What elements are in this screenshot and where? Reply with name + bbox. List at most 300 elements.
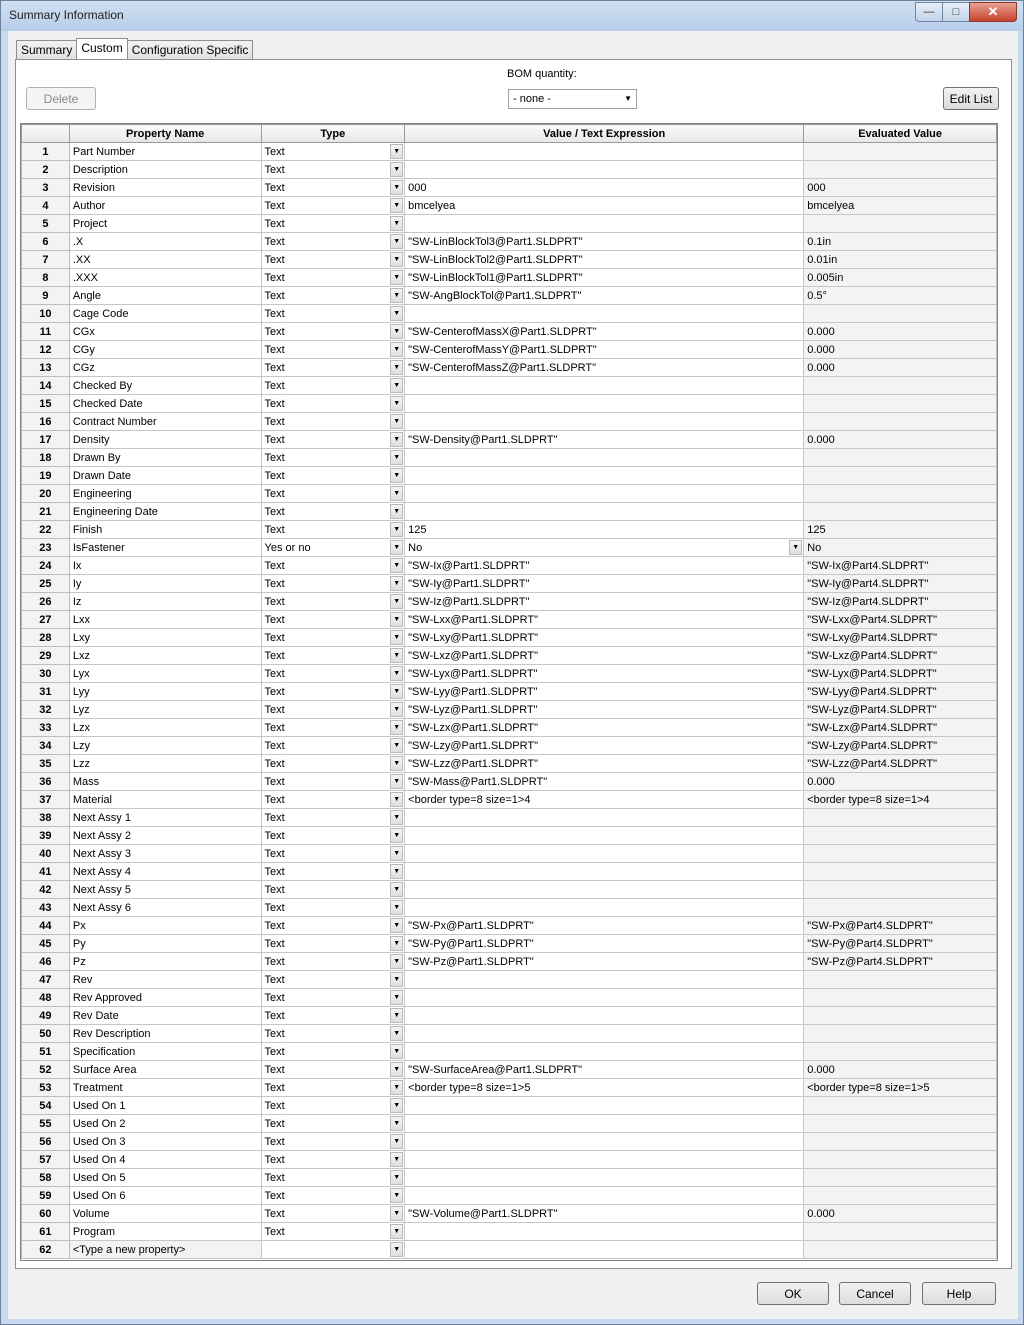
type-cell[interactable] xyxy=(261,701,405,719)
property-name-cell[interactable]: Pz xyxy=(69,953,261,971)
property-name-cell[interactable]: Contract Number xyxy=(69,413,261,431)
chevron-down-icon[interactable]: ▼ xyxy=(390,450,403,465)
table-row[interactable] xyxy=(22,1223,997,1241)
value-cell[interactable] xyxy=(405,1205,804,1223)
chevron-down-icon[interactable]: ▼ xyxy=(390,180,403,195)
table-row[interactable] xyxy=(22,557,997,575)
value-cell[interactable] xyxy=(405,1007,804,1025)
type-cell[interactable] xyxy=(261,377,405,395)
edit-list-button[interactable] xyxy=(943,87,999,110)
value-cell[interactable] xyxy=(405,1097,804,1115)
cancel-button[interactable]: Cancel xyxy=(839,1282,911,1305)
property-name-cell[interactable]: Used On 2 xyxy=(69,1115,261,1133)
type-cell[interactable] xyxy=(261,1133,405,1151)
chevron-down-icon[interactable]: ▼ xyxy=(390,1206,403,1221)
value-cell[interactable] xyxy=(405,647,804,665)
bom-quantity-select[interactable] xyxy=(508,89,637,109)
type-cell[interactable] xyxy=(261,359,405,377)
type-cell[interactable] xyxy=(261,1097,405,1115)
table-row[interactable] xyxy=(22,341,997,359)
value-cell[interactable] xyxy=(405,791,804,809)
type-cell[interactable] xyxy=(261,917,405,935)
type-cell[interactable] xyxy=(261,233,405,251)
row-number[interactable]: 17 xyxy=(22,431,70,449)
property-name-cell[interactable]: Program xyxy=(69,1223,261,1241)
row-number[interactable]: 28 xyxy=(22,629,70,647)
row-number[interactable]: 20 xyxy=(22,485,70,503)
chevron-down-icon[interactable]: ▼ xyxy=(390,540,403,555)
value-cell[interactable] xyxy=(405,881,804,899)
type-cell[interactable] xyxy=(261,1187,405,1205)
table-row[interactable] xyxy=(22,827,997,845)
value-cell[interactable] xyxy=(405,827,804,845)
table-row[interactable] xyxy=(22,755,997,773)
value-cell[interactable] xyxy=(405,863,804,881)
chevron-down-icon[interactable]: ▼ xyxy=(390,1224,403,1239)
type-cell[interactable] xyxy=(261,395,405,413)
row-number[interactable]: 40 xyxy=(22,845,70,863)
type-cell[interactable] xyxy=(261,161,405,179)
help-button[interactable]: Help xyxy=(922,1282,996,1305)
value-cell[interactable] xyxy=(405,755,804,773)
value-cell[interactable] xyxy=(405,575,804,593)
type-cell[interactable] xyxy=(261,737,405,755)
chevron-down-icon[interactable]: ▼ xyxy=(390,378,403,393)
chevron-down-icon[interactable]: ▼ xyxy=(390,684,403,699)
chevron-down-icon[interactable]: ▼ xyxy=(390,576,403,591)
chevron-down-icon[interactable]: ▼ xyxy=(390,432,403,447)
type-cell[interactable] xyxy=(261,1007,405,1025)
property-name-cell[interactable]: .XXX xyxy=(69,269,261,287)
property-name-cell[interactable]: Density xyxy=(69,431,261,449)
table-row[interactable] xyxy=(22,665,997,683)
chevron-down-icon[interactable]: ▼ xyxy=(390,954,403,969)
property-name-cell[interactable]: Rev Date xyxy=(69,1007,261,1025)
table-row[interactable] xyxy=(22,1169,997,1187)
value-cell[interactable] xyxy=(405,449,804,467)
row-number[interactable]: 43 xyxy=(22,899,70,917)
title-bar[interactable] xyxy=(1,1,1023,31)
property-name-cell[interactable]: Lxx xyxy=(69,611,261,629)
property-name-cell[interactable]: Revision xyxy=(69,179,261,197)
table-row[interactable] xyxy=(22,1241,997,1259)
type-cell[interactable] xyxy=(261,1241,405,1259)
type-cell[interactable] xyxy=(261,251,405,269)
type-cell[interactable] xyxy=(261,179,405,197)
row-number[interactable]: 57 xyxy=(22,1151,70,1169)
value-cell[interactable] xyxy=(405,917,804,935)
table-row[interactable] xyxy=(22,503,997,521)
property-name-cell[interactable]: Description xyxy=(69,161,261,179)
value-cell[interactable] xyxy=(405,899,804,917)
table-row[interactable] xyxy=(22,143,997,161)
value-cell[interactable] xyxy=(405,737,804,755)
type-cell[interactable] xyxy=(261,1025,405,1043)
row-number[interactable]: 39 xyxy=(22,827,70,845)
table-row[interactable] xyxy=(22,1205,997,1223)
row-number[interactable]: 37 xyxy=(22,791,70,809)
close-icon[interactable]: ✕ xyxy=(969,2,1017,22)
property-name-cell[interactable]: Lyz xyxy=(69,701,261,719)
property-name-cell[interactable]: Next Assy 3 xyxy=(69,845,261,863)
row-number[interactable]: 12 xyxy=(22,341,70,359)
type-cell[interactable] xyxy=(261,845,405,863)
table-row[interactable] xyxy=(22,323,997,341)
value-cell[interactable] xyxy=(405,719,804,737)
value-cell[interactable] xyxy=(405,557,804,575)
property-name-cell[interactable]: Cage Code xyxy=(69,305,261,323)
row-number[interactable]: 35 xyxy=(22,755,70,773)
table-row[interactable] xyxy=(22,1187,997,1205)
row-number[interactable]: 14 xyxy=(22,377,70,395)
property-name-cell[interactable]: Engineering xyxy=(69,485,261,503)
type-cell[interactable] xyxy=(261,197,405,215)
type-cell[interactable] xyxy=(261,521,405,539)
table-row[interactable] xyxy=(22,935,997,953)
chevron-down-icon[interactable]: ▼ xyxy=(390,774,403,789)
value-cell[interactable] xyxy=(405,611,804,629)
table-row[interactable] xyxy=(22,683,997,701)
row-number[interactable]: 15 xyxy=(22,395,70,413)
type-cell[interactable] xyxy=(261,557,405,575)
type-cell[interactable] xyxy=(261,899,405,917)
row-number[interactable]: 13 xyxy=(22,359,70,377)
table-row[interactable] xyxy=(22,485,997,503)
chevron-down-icon[interactable]: ▼ xyxy=(390,1062,403,1077)
value-cell[interactable] xyxy=(405,1187,804,1205)
value-cell[interactable] xyxy=(405,1223,804,1241)
row-number[interactable]: 50 xyxy=(22,1025,70,1043)
value-cell[interactable] xyxy=(405,431,804,449)
chevron-down-icon[interactable]: ▼ xyxy=(390,414,403,429)
property-name-cell[interactable]: Lxy xyxy=(69,629,261,647)
table-row[interactable] xyxy=(22,1025,997,1043)
property-name-cell[interactable]: CGx xyxy=(69,323,261,341)
property-name-cell[interactable]: <Type a new property> xyxy=(69,1241,261,1259)
delete-button[interactable]: Delete xyxy=(26,87,96,110)
row-number[interactable]: 1 xyxy=(22,143,70,161)
row-number[interactable]: 51 xyxy=(22,1043,70,1061)
value-cell[interactable] xyxy=(405,683,804,701)
value-cell[interactable] xyxy=(405,953,804,971)
table-row[interactable] xyxy=(22,647,997,665)
row-number[interactable]: 26 xyxy=(22,593,70,611)
table-row[interactable] xyxy=(22,269,997,287)
chevron-down-icon[interactable]: ▼ xyxy=(390,630,403,645)
type-cell[interactable] xyxy=(261,1043,405,1061)
type-cell[interactable] xyxy=(261,971,405,989)
chevron-down-icon[interactable]: ▼ xyxy=(390,396,403,411)
table-row[interactable] xyxy=(22,611,997,629)
row-number[interactable]: 19 xyxy=(22,467,70,485)
chevron-down-icon[interactable]: ▼ xyxy=(390,522,403,537)
tab-configuration-specific[interactable]: Configuration Specific xyxy=(127,40,254,59)
value-cell[interactable] xyxy=(405,323,804,341)
row-number[interactable]: 44 xyxy=(22,917,70,935)
row-number[interactable]: 16 xyxy=(22,413,70,431)
chevron-down-icon[interactable]: ▼ xyxy=(390,756,403,771)
property-name-cell[interactable]: Checked Date xyxy=(69,395,261,413)
table-row[interactable] xyxy=(22,467,997,485)
column-header-type[interactable]: Type xyxy=(261,125,405,143)
property-name-cell[interactable]: Ix xyxy=(69,557,261,575)
table-row[interactable] xyxy=(22,179,997,197)
property-name-cell[interactable]: Used On 4 xyxy=(69,1151,261,1169)
row-number[interactable]: 55 xyxy=(22,1115,70,1133)
property-name-cell[interactable]: Mass xyxy=(69,773,261,791)
chevron-down-icon[interactable]: ▼ xyxy=(390,594,403,609)
property-name-cell[interactable]: IsFastener xyxy=(69,539,261,557)
value-cell[interactable] xyxy=(405,1025,804,1043)
row-number[interactable]: 49 xyxy=(22,1007,70,1025)
row-number[interactable]: 60 xyxy=(22,1205,70,1223)
table-row[interactable] xyxy=(22,1151,997,1169)
table-row[interactable] xyxy=(22,791,997,809)
chevron-down-icon[interactable]: ▼ xyxy=(390,342,403,357)
property-name-cell[interactable]: Lzx xyxy=(69,719,261,737)
value-cell[interactable] xyxy=(405,305,804,323)
value-cell[interactable] xyxy=(405,287,804,305)
value-cell[interactable] xyxy=(405,935,804,953)
value-cell[interactable] xyxy=(405,359,804,377)
property-name-cell[interactable]: Next Assy 5 xyxy=(69,881,261,899)
value-cell[interactable] xyxy=(405,701,804,719)
value-cell[interactable] xyxy=(405,503,804,521)
type-cell[interactable] xyxy=(261,935,405,953)
type-cell[interactable] xyxy=(261,665,405,683)
table-row[interactable] xyxy=(22,305,997,323)
chevron-down-icon[interactable]: ▼ xyxy=(390,504,403,519)
chevron-down-icon[interactable]: ▼ xyxy=(390,864,403,879)
table-row[interactable] xyxy=(22,719,997,737)
row-number[interactable]: 5 xyxy=(22,215,70,233)
row-number[interactable]: 4 xyxy=(22,197,70,215)
chevron-down-icon[interactable]: ▼ xyxy=(390,198,403,213)
property-name-cell[interactable]: .XX xyxy=(69,251,261,269)
type-cell[interactable] xyxy=(261,1079,405,1097)
row-number[interactable]: 47 xyxy=(22,971,70,989)
type-cell[interactable] xyxy=(261,1115,405,1133)
chevron-down-icon[interactable]: ▼ xyxy=(390,900,403,915)
chevron-down-icon[interactable]: ▼ xyxy=(390,144,403,159)
table-row[interactable] xyxy=(22,773,997,791)
row-number[interactable]: 33 xyxy=(22,719,70,737)
property-name-cell[interactable]: Used On 3 xyxy=(69,1133,261,1151)
row-number[interactable]: 3 xyxy=(22,179,70,197)
table-row[interactable] xyxy=(22,1079,997,1097)
value-cell[interactable] xyxy=(405,161,804,179)
value-cell[interactable] xyxy=(405,467,804,485)
row-number[interactable]: 30 xyxy=(22,665,70,683)
type-cell[interactable] xyxy=(261,305,405,323)
row-number[interactable]: 25 xyxy=(22,575,70,593)
property-name-cell[interactable]: Rev Approved xyxy=(69,989,261,1007)
table-row[interactable] xyxy=(22,845,997,863)
chevron-down-icon[interactable]: ▼ xyxy=(390,720,403,735)
chevron-down-icon[interactable]: ▼ xyxy=(390,1116,403,1131)
type-cell[interactable] xyxy=(261,575,405,593)
type-cell[interactable] xyxy=(261,1205,405,1223)
row-number[interactable]: 42 xyxy=(22,881,70,899)
row-number[interactable]: 11 xyxy=(22,323,70,341)
row-number[interactable]: 56 xyxy=(22,1133,70,1151)
type-cell[interactable] xyxy=(261,755,405,773)
row-number[interactable]: 45 xyxy=(22,935,70,953)
table-row[interactable] xyxy=(22,215,997,233)
type-cell[interactable] xyxy=(261,719,405,737)
property-name-cell[interactable]: Next Assy 4 xyxy=(69,863,261,881)
type-cell[interactable] xyxy=(261,791,405,809)
property-name-cell[interactable]: Py xyxy=(69,935,261,953)
chevron-down-icon[interactable]: ▼ xyxy=(390,1134,403,1149)
chevron-down-icon[interactable]: ▼ xyxy=(390,702,403,717)
table-row[interactable] xyxy=(22,161,997,179)
type-cell[interactable] xyxy=(261,881,405,899)
table-row[interactable] xyxy=(22,539,997,557)
property-name-cell[interactable]: CGz xyxy=(69,359,261,377)
property-name-cell[interactable]: CGy xyxy=(69,341,261,359)
tab-summary[interactable]: Summary xyxy=(16,40,77,59)
table-row[interactable] xyxy=(22,521,997,539)
row-number[interactable]: 7 xyxy=(22,251,70,269)
property-name-cell[interactable]: Lyy xyxy=(69,683,261,701)
row-number[interactable]: 2 xyxy=(22,161,70,179)
type-cell[interactable] xyxy=(261,449,405,467)
property-name-cell[interactable]: Material xyxy=(69,791,261,809)
value-cell[interactable] xyxy=(405,197,804,215)
table-row[interactable] xyxy=(22,1133,997,1151)
value-cell[interactable] xyxy=(405,971,804,989)
chevron-down-icon[interactable]: ▼ xyxy=(390,1080,403,1095)
chevron-down-icon[interactable]: ▼ xyxy=(390,324,403,339)
type-cell[interactable] xyxy=(261,773,405,791)
row-number[interactable]: 61 xyxy=(22,1223,70,1241)
table-row[interactable] xyxy=(22,737,997,755)
chevron-down-icon[interactable]: ▼ xyxy=(390,234,403,249)
row-number[interactable]: 29 xyxy=(22,647,70,665)
property-name-cell[interactable]: Author xyxy=(69,197,261,215)
row-number[interactable]: 8 xyxy=(22,269,70,287)
chevron-down-icon[interactable]: ▼ xyxy=(390,972,403,987)
chevron-down-icon[interactable]: ▼ xyxy=(390,738,403,753)
column-header-evaluated-value[interactable]: Evaluated Value xyxy=(804,125,997,143)
chevron-down-icon[interactable]: ▼ xyxy=(390,612,403,627)
value-cell[interactable] xyxy=(405,1061,804,1079)
row-number[interactable]: 6 xyxy=(22,233,70,251)
row-number[interactable]: 24 xyxy=(22,557,70,575)
row-number[interactable]: 46 xyxy=(22,953,70,971)
type-cell[interactable] xyxy=(261,809,405,827)
type-cell[interactable] xyxy=(261,989,405,1007)
table-row[interactable] xyxy=(22,431,997,449)
chevron-down-icon[interactable]: ▼ xyxy=(390,360,403,375)
row-number[interactable]: 62 xyxy=(22,1241,70,1259)
value-cell[interactable] xyxy=(405,665,804,683)
chevron-down-icon[interactable]: ▼ xyxy=(390,1008,403,1023)
row-number[interactable]: 59 xyxy=(22,1187,70,1205)
row-number[interactable]: 58 xyxy=(22,1169,70,1187)
value-cell[interactable] xyxy=(405,341,804,359)
minimize-icon[interactable]: — xyxy=(915,2,943,22)
type-cell[interactable] xyxy=(261,953,405,971)
table-row[interactable] xyxy=(22,1007,997,1025)
property-name-cell[interactable]: .X xyxy=(69,233,261,251)
table-row[interactable] xyxy=(22,413,997,431)
value-cell[interactable] xyxy=(405,413,804,431)
chevron-down-icon[interactable]: ▼ xyxy=(390,1026,403,1041)
value-cell[interactable] xyxy=(405,233,804,251)
row-number[interactable]: 22 xyxy=(22,521,70,539)
chevron-down-icon[interactable]: ▼ xyxy=(390,918,403,933)
type-cell[interactable] xyxy=(261,1061,405,1079)
type-cell[interactable] xyxy=(261,1151,405,1169)
property-name-cell[interactable]: Iz xyxy=(69,593,261,611)
chevron-down-icon[interactable]: ▼ xyxy=(390,846,403,861)
value-cell[interactable] xyxy=(405,1043,804,1061)
chevron-down-icon[interactable]: ▼ xyxy=(390,216,403,231)
row-number[interactable]: 21 xyxy=(22,503,70,521)
table-row[interactable] xyxy=(22,449,997,467)
table-row[interactable] xyxy=(22,359,997,377)
type-cell[interactable] xyxy=(261,539,405,557)
value-cell[interactable] xyxy=(405,1241,804,1259)
table-row[interactable] xyxy=(22,989,997,1007)
value-cell[interactable] xyxy=(405,773,804,791)
value-cell[interactable] xyxy=(405,989,804,1007)
property-name-cell[interactable]: Px xyxy=(69,917,261,935)
property-name-cell[interactable]: Next Assy 6 xyxy=(69,899,261,917)
table-row[interactable] xyxy=(22,899,997,917)
type-cell[interactable] xyxy=(261,467,405,485)
table-row[interactable] xyxy=(22,701,997,719)
chevron-down-icon[interactable]: ▼ xyxy=(390,1170,403,1185)
table-row[interactable] xyxy=(22,1097,997,1115)
value-cell[interactable] xyxy=(405,1115,804,1133)
type-cell[interactable] xyxy=(261,863,405,881)
row-number[interactable]: 38 xyxy=(22,809,70,827)
column-header-property-name[interactable]: Property Name xyxy=(69,125,261,143)
property-name-cell[interactable]: Lzy xyxy=(69,737,261,755)
chevron-down-icon[interactable]: ▼ xyxy=(390,468,403,483)
type-cell[interactable] xyxy=(261,593,405,611)
row-number[interactable]: 54 xyxy=(22,1097,70,1115)
value-cell[interactable] xyxy=(405,1133,804,1151)
type-cell[interactable] xyxy=(261,413,405,431)
type-cell[interactable] xyxy=(261,1223,405,1241)
property-name-cell[interactable]: Finish xyxy=(69,521,261,539)
value-cell[interactable] xyxy=(405,629,804,647)
chevron-down-icon[interactable]: ▼ xyxy=(390,1044,403,1059)
value-cell[interactable] xyxy=(405,251,804,269)
property-name-cell[interactable]: Part Number xyxy=(69,143,261,161)
table-row[interactable] xyxy=(22,395,997,413)
row-number[interactable]: 10 xyxy=(22,305,70,323)
property-name-cell[interactable]: Next Assy 1 xyxy=(69,809,261,827)
table-row[interactable] xyxy=(22,575,997,593)
row-number[interactable]: 53 xyxy=(22,1079,70,1097)
table-row[interactable] xyxy=(22,953,997,971)
property-name-cell[interactable]: Lzz xyxy=(69,755,261,773)
tab-custom[interactable]: Custom xyxy=(76,38,127,59)
type-cell[interactable] xyxy=(261,215,405,233)
type-cell[interactable] xyxy=(261,827,405,845)
type-cell[interactable] xyxy=(261,647,405,665)
chevron-down-icon[interactable]: ▼ xyxy=(390,1188,403,1203)
chevron-down-icon[interactable]: ▼ xyxy=(390,558,403,573)
ok-button[interactable]: OK xyxy=(757,1282,829,1305)
chevron-down-icon[interactable]: ▼ xyxy=(390,486,403,501)
row-number[interactable]: 9 xyxy=(22,287,70,305)
